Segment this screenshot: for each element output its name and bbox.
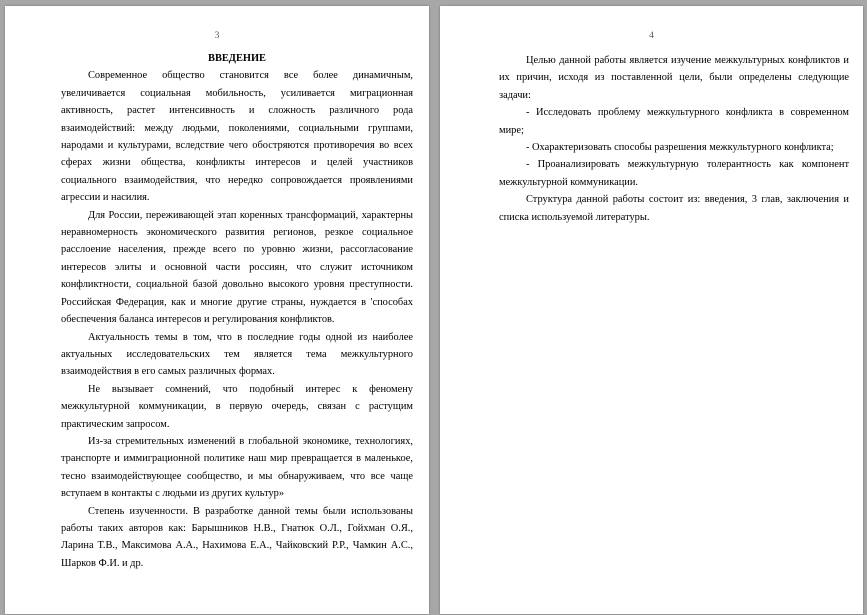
- list-item: - Исследовать проблему межкультурного конфликта в современном мире;: [499, 107, 849, 136]
- paragraph: Актуальность темы в том, что в последние годы одной из наиболее актуальных исследовательских тем является тема межкультурного взаимодействия в его самых различных формах.: [61, 331, 413, 378]
- list-item: - Охарактеризовать способы разрешения межкультурного конфликта;: [526, 142, 834, 154]
- paragraph: Не вызывает сомнений, что подобный интерес к феномену межкультурной коммуникации, в первую очередь, связан с растущим практическим запросом.: [61, 383, 413, 430]
- paragraph: Целью данной работы является изучение межкультурных конфликтов и их причин, исходя из поставленной цели, были определены следующие задачи:: [499, 55, 849, 101]
- section-heading: ВВЕДЕНИЕ: [208, 53, 266, 64]
- document-page-4: [440, 6, 863, 614]
- page-body: [61, 50, 413, 572]
- paragraph: Структура данной работы состоит из: введения, 3 глав, заключения и списка используемой литературы.: [499, 194, 849, 223]
- paragraph: Для России, переживающей этап коренных трансформаций, характерны неравномерность экономического развития регионов, резкое социальное расслоение населения, прежде всего по уровню жизни, рассогласование интересов элиты и основной части россиян, что служит источником конфликтности, социальной базой довольно высокого уровня преступности. Российская Федерация, как и многие другие страны, нуждается в 'способах обеспечения баланса интересов и регулирования конфликтов.: [61, 209, 413, 326]
- document-page-3: [5, 6, 429, 614]
- page-number: 4: [649, 31, 654, 41]
- list-item: - Проанализировать межкультурную толерантность как компонент межкультурной коммуникации.: [499, 159, 849, 188]
- paragraph: Современное общество становится все более динамичным, увеличивается социальная мобильность, усиливается миграционная активность, растет интенсивность и сложность различного рода взаимодействий: между людьми, поколениями, социальными группами, народами и культурами, вследствие чего обостряются противоречия во всех сферах жизни общества, конфликты интересов и целей участников социального взаимодействия, что нередко сопровождается проявлениями агрессии и насилия.: [61, 70, 413, 204]
- page-body: [499, 52, 849, 226]
- paragraph: Степень изученности. В разработке данной темы были использованы работы таких авторов как: Барышников Н.В., Гнатюк О.Л., Гойхман О.Я., Ларина Т.В., Максимова А.А., Нахимова Е.А., Чайковский Р.Р., Чамкин А.С., Шарков Ф.И. и др.: [61, 505, 413, 569]
- paragraph: Из-за стремительных изменений в глобальной экономике, технологиях, транспорте и иммиграционной политике наш мир превращается в маленькое, тесно взаимодействующее сообщество, и мы обнаруживаем, что все чаще вступаем в контакты с людьми из других культур»: [61, 435, 413, 500]
- page-number: 3: [214, 31, 220, 41]
